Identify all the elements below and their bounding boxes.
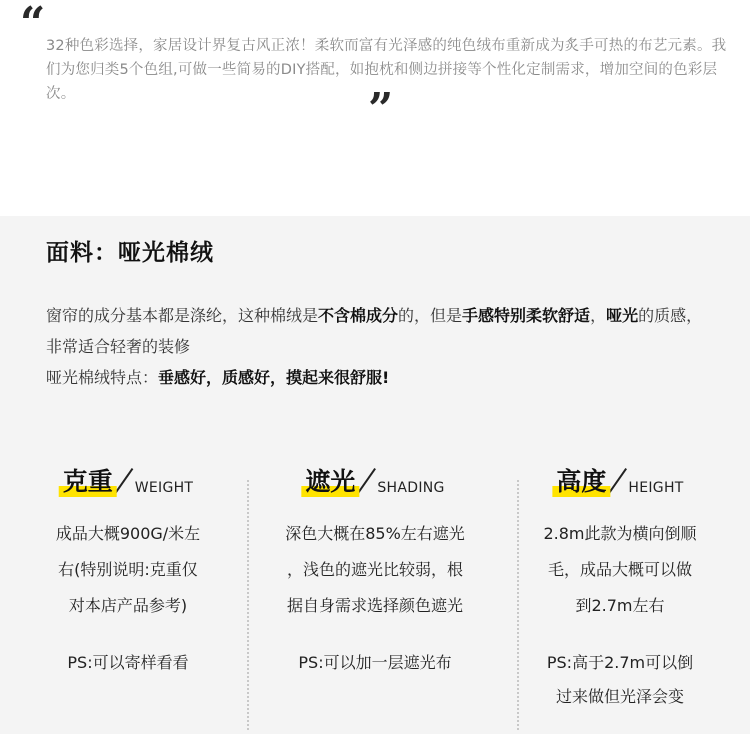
open-quote-mark: “ [20, 0, 46, 49]
feature-shading [255, 458, 495, 734]
desc-bold-no-cotton: 不含棉成分 [318, 306, 399, 325]
feature-title: 遮光 [305, 464, 355, 500]
desc-text-3: ， [590, 306, 607, 325]
feature-highlight: 垂感好，质感好，摸起来很舒服! [158, 368, 390, 387]
desc-bold-matte: 哑光 [606, 306, 639, 325]
feature-title: 克重 [63, 464, 113, 500]
feature-note: PS:可以加一层遮光布 [298, 653, 452, 672]
feature-label: 哑光棉绒特点： [46, 368, 159, 387]
feature-columns [0, 458, 750, 734]
feature-title: 高度 [556, 464, 606, 500]
quote-text: 32种色彩选择，家居设计界复古风正浓！柔软而富有光泽感的纯色绒布重新成为炙手可热的布艺元素。我们为您归类5个色组,可做一些简易的DIY搭配，如抱枕和侧边拼接等个性化定制需求，增加空间的色彩层次。 [46, 38, 727, 102]
feature-height [500, 458, 740, 734]
feature-heading [500, 464, 740, 504]
desc-bold-soft: 手感特别柔软舒适 [462, 306, 591, 325]
feature-subtitle: WEIGHT [134, 480, 194, 496]
feature-body: 深色大概在85%左右遮光 ，浅色的遮光比较弱，根 据自身需求选择颜色遮光 [285, 524, 465, 615]
desc-text-4: 的质感，非常适合轻奢的装修 [46, 306, 703, 356]
fabric-title: 面料：哑光棉绒 [46, 240, 214, 266]
close-quote-mark: ” [368, 84, 394, 135]
desc-text-1: 窗帘的成分基本都是涤纶，这种棉绒是 [46, 306, 319, 325]
desc-text-2: 的，但是 [398, 306, 463, 325]
feature-subtitle: HEIGHT [628, 480, 684, 496]
feature-note: PS:高于2.7m可以倒 过来做但光泽会变 [546, 653, 694, 706]
feature-heading [255, 464, 495, 504]
feature-note: PS:可以寄样看看 [67, 653, 189, 672]
feature-body: 成品大概900G/米左 右(特别说明:克重仅 对本店产品参考) [55, 524, 201, 615]
feature-subtitle: SHADING [377, 480, 445, 496]
quote-section [0, 0, 750, 216]
fabric-description [46, 300, 716, 393]
feature-heading [8, 464, 248, 504]
feature-weight [8, 458, 248, 734]
feature-body: 2.8m此款为横向倒顺 毛，成品大概可以做 到2.7m左右 [543, 524, 697, 615]
